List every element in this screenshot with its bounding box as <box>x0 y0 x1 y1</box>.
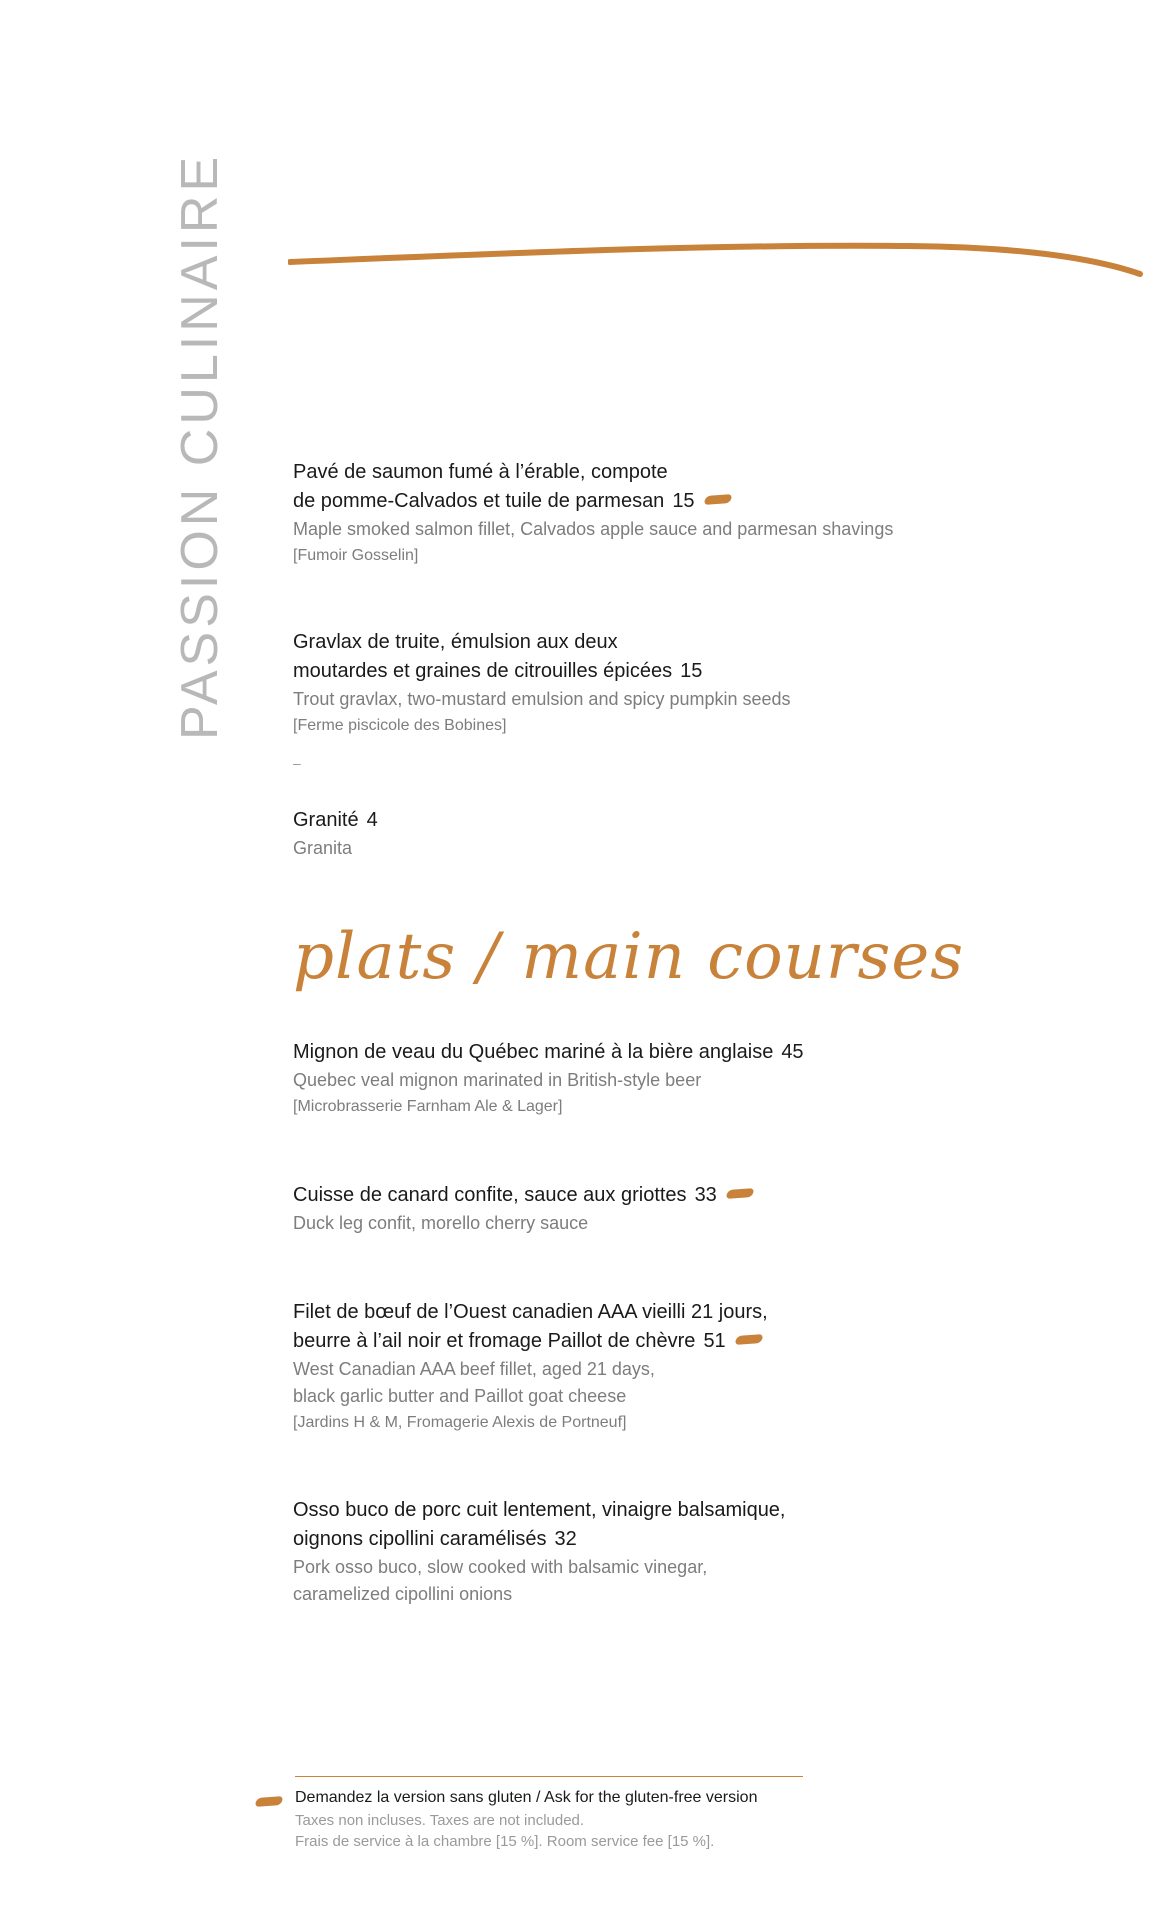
item-name: Osso buco de porc cuit lentement, vinaigre balsamique, <box>293 1499 786 1521</box>
menu-item-duck <box>293 1181 1073 1237</box>
gluten-free-mark-icon <box>734 1334 763 1345</box>
menu-item-osso-buco <box>293 1496 1073 1608</box>
gluten-free-mark-icon <box>703 494 732 505</box>
item-description: Quebec veal mignon marinated in British-style beer <box>293 1070 702 1090</box>
item-source: [Microbrasserie Farnham Ale & Lager] <box>293 1098 563 1115</box>
item-price: 4 <box>366 809 378 831</box>
item-name: Mignon de veau du Québec mariné à la bière anglaise 45 <box>293 1041 804 1063</box>
item-name: Filet de bœuf de l’Ouest canadien AAA vieilli 21 jours, <box>293 1301 768 1323</box>
item-price: 15 <box>672 490 695 512</box>
menu-item-beef <box>293 1298 1073 1436</box>
item-name: beurre à l’ail noir et fromage Paillot de chèvre 51 <box>293 1327 1073 1356</box>
item-description: Granita <box>293 838 353 858</box>
item-description: Duck leg confit, morello cherry sauce <box>293 1213 589 1233</box>
gluten-free-mark-icon <box>725 1188 754 1199</box>
item-source: [Ferme piscicole des Bobines] <box>293 717 507 734</box>
item-description: Trout gravlax, two-mustard emulsion and spicy pumpkin seeds <box>293 689 791 709</box>
item-description: Pork osso buco, slow cooked with balsamic vinegar, <box>293 1557 708 1577</box>
footer-taxes-note: Taxes non incluses. Taxes are not included. <box>295 1812 585 1829</box>
footer-gluten-free-note: Demandez la version sans gluten / Ask for the gluten-free version <box>295 1789 758 1806</box>
gluten-free-mark-icon <box>254 1796 283 1807</box>
item-name: Granité 4 <box>293 809 378 831</box>
item-name: oignons cipollini caramélisés 32 <box>293 1528 577 1550</box>
item-description: caramelized cipollini onions <box>293 1584 513 1604</box>
item-source: [Jardins H & M, Fromagerie Alexis de Portneuf] <box>293 1414 627 1431</box>
footer-divider <box>295 1776 803 1777</box>
menu-item-salmon <box>293 458 1073 569</box>
item-price: 15 <box>680 660 703 682</box>
menu-item-granite <box>293 806 1073 862</box>
footer-service-fee-note: Frais de service à la chambre [15 %]. Room service fee [15 %]. <box>295 1833 715 1850</box>
item-name: Pavé de saumon fumé à l’érable, compote <box>293 461 668 483</box>
item-price: 45 <box>781 1041 804 1063</box>
item-name: moutardes et graines de citrouilles épicées 15 <box>293 660 703 682</box>
item-name: de pomme-Calvados et tuile de parmesan 15 <box>293 487 1073 516</box>
item-price: 33 <box>694 1184 717 1206</box>
decorative-swoosh-icon <box>288 234 1148 284</box>
item-description: Maple smoked salmon fillet, Calvados apple sauce and parmesan shavings <box>293 519 894 539</box>
item-price: 51 <box>703 1330 726 1352</box>
menu-item-veal <box>293 1038 1073 1120</box>
separator: – <box>293 755 301 771</box>
item-source: [Fumoir Gosselin] <box>293 547 419 564</box>
sidebar-title: PASSION CULINAIRE <box>171 152 229 740</box>
item-description: black garlic butter and Paillot goat cheese <box>293 1386 627 1406</box>
item-name: Gravlax de truite, émulsion aux deux <box>293 631 618 653</box>
footer <box>295 1786 995 1852</box>
menu-item-gravlax <box>293 628 1073 739</box>
section-heading-main-courses: plats / main courses <box>293 920 965 994</box>
item-description: West Canadian AAA beef fillet, aged 21 days, <box>293 1359 655 1379</box>
item-name: Cuisse de canard confite, sauce aux griottes 33 <box>293 1181 1073 1210</box>
item-price: 32 <box>554 1528 577 1550</box>
